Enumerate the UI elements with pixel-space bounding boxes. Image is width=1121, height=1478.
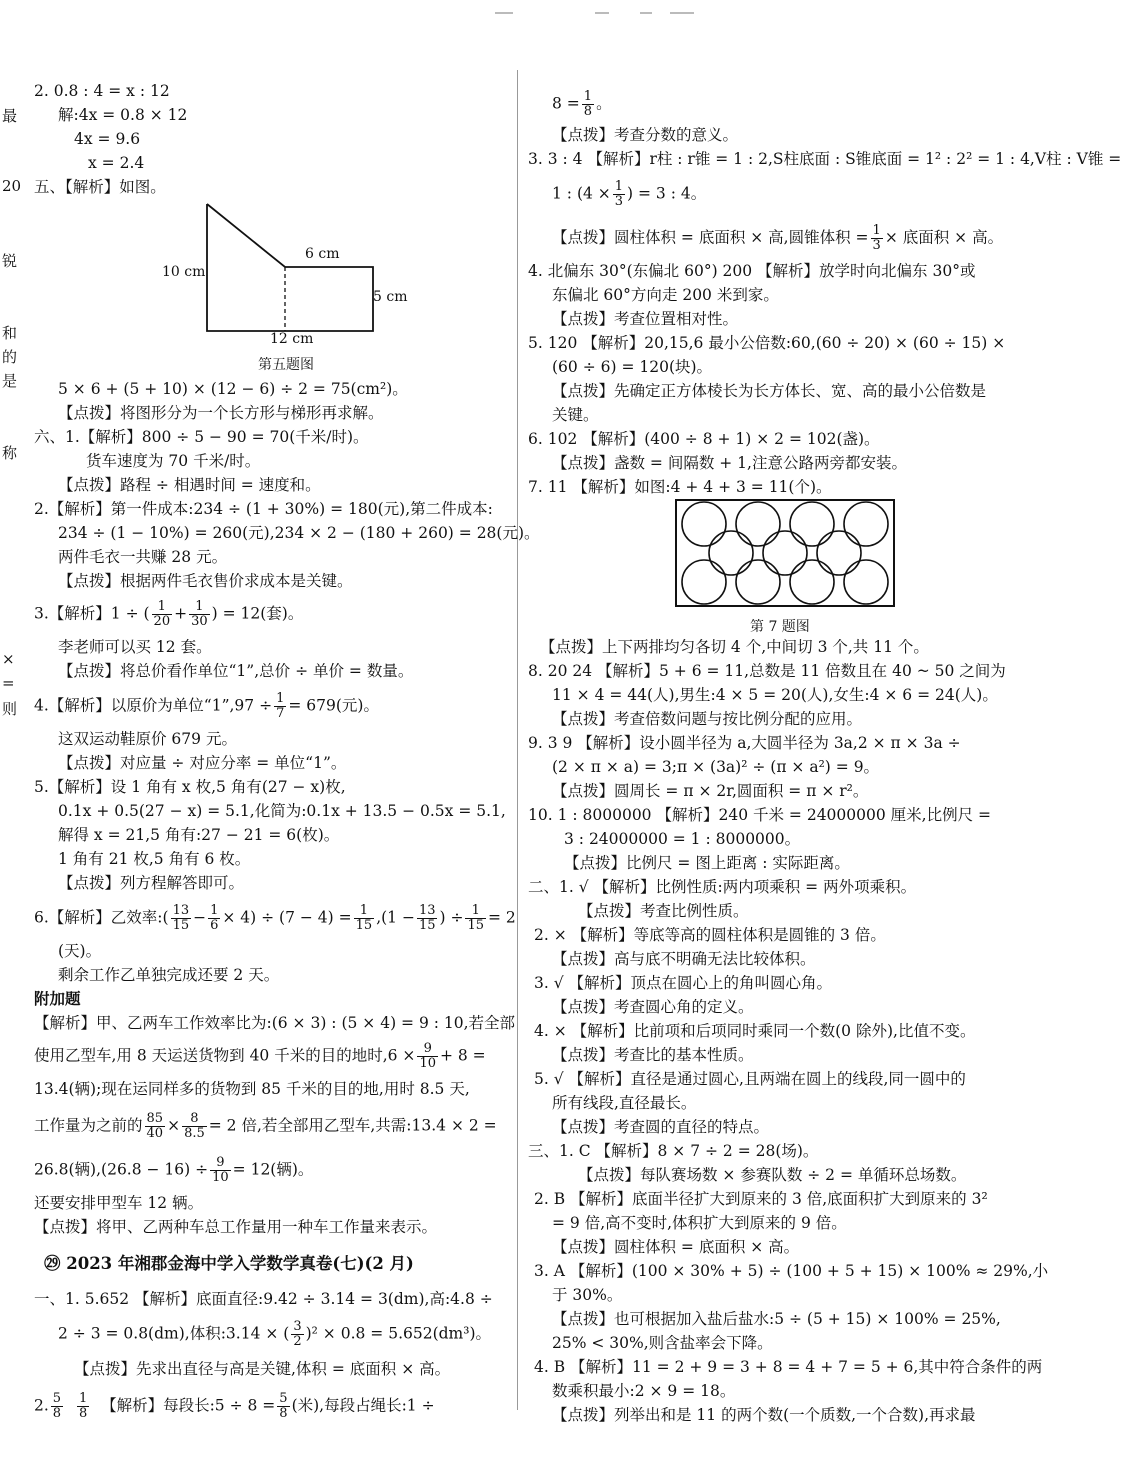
text: = 12(辆)。 bbox=[232, 1160, 314, 1179]
fraction: $\frac{5}{8}$ bbox=[52, 1391, 62, 1421]
text: ) ÷ bbox=[439, 908, 464, 927]
tip-line: 【点拨】每队赛场数 × 参赛队数 ÷ 2 = 单循环总场数。 bbox=[578, 1166, 967, 1184]
fraction: $\frac{1}{7}$ bbox=[276, 691, 285, 721]
answer-line bbox=[552, 90, 612, 119]
answer-line: 10. 1 : 8000000 【解析】240 千米 = 24000000 厘米,比例尺 = bbox=[528, 806, 991, 824]
answer-line: 一、1. 5.652 【解析】底面直径:9.42 ÷ 3.14 = 3(dm),高:4.8 ÷ bbox=[34, 1290, 493, 1308]
margin-char: 最 bbox=[2, 107, 18, 125]
answer-line: 4. 北偏东 30°(东偏北 60°) 200 【解析】放学时向北偏东 30°或 bbox=[528, 262, 976, 280]
answer-line: 这双运动鞋原价 679 元。 bbox=[58, 730, 237, 748]
text: 4.【解析】以原价为单位“1”,97 ÷ bbox=[34, 696, 273, 715]
fraction: $\frac{9}{10}$ bbox=[212, 1155, 229, 1185]
top-mark bbox=[495, 12, 513, 14]
fraction: $\frac{1}{3}$ bbox=[872, 223, 881, 253]
tip-line: 25% < 30%,则含盐率会下降。 bbox=[552, 1334, 773, 1352]
answer-line: = 9 倍,高不变时,体积扩大到原来的 9 倍。 bbox=[552, 1214, 847, 1232]
fraction: $\frac{1}{15}$ bbox=[355, 903, 373, 933]
answer-line bbox=[58, 1320, 491, 1349]
tip-line: 【点拨】对应量 ÷ 对应分率 = 单位“1”。 bbox=[58, 754, 347, 772]
text: ,(1 − bbox=[376, 908, 415, 927]
answer-line: 13.4(辆);现在运同样多的货物到 85 千米的目的地,用时 8.5 天, bbox=[34, 1080, 470, 1098]
section-heading: 五、【解析】如图。 bbox=[34, 178, 166, 196]
tip-line: 【点拨】路程 ÷ 相遇时间 = 速度和。 bbox=[58, 476, 321, 494]
margin-char: 和 bbox=[2, 324, 18, 342]
answer-line: 3. 3 : 4 【解析】r柱 : r锥 = 1 : 2,S柱底面 : S锥底面 = 1² : 2² = 1 : 4,V柱 : V锥 = bbox=[528, 150, 1121, 168]
tip-line: 【点拨】列举出和是 11 的两个数(一个质数,一个合数),再求最 bbox=[552, 1406, 976, 1424]
answer-line bbox=[34, 1042, 486, 1071]
text: 8 = bbox=[552, 94, 580, 113]
answer-line: 7. 11 【解析】如图:4 + 4 + 3 = 11(个)。 bbox=[528, 478, 832, 496]
answer-line: 货车速度为 70 千米/时。 bbox=[86, 452, 261, 470]
figure-5-label-right: 5 cm bbox=[373, 289, 408, 305]
text: 【解析】每段长:5 ÷ 8 = bbox=[101, 1396, 276, 1415]
fraction: $\frac{1}{20}$ bbox=[153, 599, 171, 629]
answer-line: 李老师可以买 12 套。 bbox=[58, 638, 212, 656]
top-mark bbox=[595, 12, 609, 14]
answer-line: 【解析】甲、乙两车工作效率比为:(6 × 3) : (5 × 4) = 9 : 10,若全部 bbox=[34, 1014, 516, 1032]
fraction: $\frac{9}{10}$ bbox=[419, 1041, 436, 1071]
figure-5-label-height: 10 cm bbox=[162, 264, 206, 280]
margin-char: 则 bbox=[2, 700, 18, 718]
margin-char: × bbox=[2, 650, 15, 668]
answer-line: 5. 120 【解析】20,15,6 最小公倍数:60,(60 ÷ 20) × (60 ÷ 15) × bbox=[528, 334, 1006, 352]
answer-line: 6. 102 【解析】(400 ÷ 8 + 1) × 2 = 102(盏)。 bbox=[528, 430, 880, 448]
fraction: $\frac{1}{15}$ bbox=[467, 903, 484, 933]
text: (米),每段占绳长:1 ÷ bbox=[291, 1396, 435, 1415]
answer-line: x = 2.4 bbox=[88, 154, 145, 172]
margin-char: 是 bbox=[2, 372, 18, 390]
answer-line bbox=[34, 692, 379, 721]
fraction: $\frac{1}{3}$ bbox=[614, 179, 624, 209]
tip-line: 【点拨】将甲、乙两种车总工作量用一种车工作量来表示。 bbox=[34, 1218, 438, 1236]
text: 工作量为之前的 bbox=[34, 1116, 143, 1135]
answer-line bbox=[552, 180, 706, 209]
answer-line: 东偏北 60°方向走 200 米到家。 bbox=[552, 286, 779, 304]
tip-line: 【点拨】先确定正方体棱长为长方体长、宽、高的最小公倍数是 bbox=[552, 382, 987, 400]
text: × 底面积 × 高。 bbox=[884, 228, 1004, 247]
text: − bbox=[193, 908, 207, 927]
answer-line: 解:4x = 0.8 × 12 bbox=[58, 106, 188, 124]
text: 2. bbox=[34, 1396, 49, 1415]
answer-line: 234 ÷ (1 − 10%) = 260(元),234 × 2 − (180 + 260) = 28(元)。 bbox=[58, 524, 540, 542]
tip-line: 【点拨】将总价看作单位“1”,总价 ÷ 单价 = 数量。 bbox=[58, 662, 414, 680]
tip-line: 【点拨】高与底不明确无法比较体积。 bbox=[552, 950, 816, 968]
margin-char: = bbox=[2, 674, 15, 692]
tip-line: 【点拨】比例尺 = 图上距离 : 实际距离。 bbox=[564, 854, 850, 872]
answer-line: 4x = 9.6 bbox=[74, 130, 141, 148]
answer-line bbox=[34, 1156, 313, 1185]
text: × 4) ÷ (7 − 4) = bbox=[222, 908, 352, 927]
tip-line: 【点拨】考查圆的直径的特点。 bbox=[552, 1118, 770, 1136]
answer-line bbox=[34, 1112, 497, 1141]
text: + bbox=[174, 604, 188, 623]
text: 2 ÷ 3 = 0.8(dm),体积:3.14 × ( bbox=[58, 1324, 290, 1343]
answer-line: 2. B 【解析】底面半径扩大到原来的 3 倍,底面积扩大到原来的 3² bbox=[534, 1190, 988, 1208]
tip-line: 【点拨】圆周长 = π × 2r,圆面积 = π × r²。 bbox=[552, 782, 869, 800]
fraction: $\frac{1}{6}$ bbox=[210, 903, 219, 933]
tip-line: 【点拨】考查倍数问题与按比例分配的应用。 bbox=[552, 710, 863, 728]
answer-line bbox=[34, 904, 516, 933]
answer-line: 8. 20 24 【解析】5 + 6 = 11,总数是 11 倍数且在 40 ~ 50 之间为 bbox=[528, 662, 1006, 680]
text: 6.【解析】乙效率:( bbox=[34, 908, 169, 927]
answer-line: 4. B 【解析】11 = 2 + 9 = 3 + 8 = 4 + 7 = 5 + 6,其中符合条件的两 bbox=[534, 1358, 1043, 1376]
fraction: $\frac{1}{30}$ bbox=[191, 599, 208, 629]
fraction: $\frac{5}{8}$ bbox=[279, 1391, 288, 1421]
fraction: $\frac{13}{15}$ bbox=[418, 903, 436, 933]
paper-title: ㉙ 2023 年湘郡金海中学入学数学真卷(七)(2 月) bbox=[44, 1254, 414, 1273]
text: 3.【解析】1 ÷ ( bbox=[34, 604, 150, 623]
margin-char: 称 bbox=[2, 444, 18, 462]
answer-line: 9. 3 9 【解析】设小圆半径为 a,大圆半径为 3a,2 × π × 3a ÷ bbox=[528, 734, 961, 752]
tip-line: 【点拨】盏数 = 间隔数 + 1,注意公路两旁都安装。 bbox=[552, 454, 907, 472]
tip-line: 关键。 bbox=[552, 406, 599, 424]
tip-line: 【点拨】根据两件毛衣售价求成本是关键。 bbox=[58, 572, 353, 590]
answer-line: 3. A 【解析】(100 × 30% + 5) ÷ (100 + 5 + 15) × 100% ≈ 29%,小 bbox=[534, 1262, 1049, 1280]
answer-line: 还要安排甲型车 12 辆。 bbox=[34, 1194, 204, 1212]
answer-line: 所有线段,直径最长。 bbox=[552, 1094, 697, 1112]
answer-line: 于 30%。 bbox=[552, 1286, 623, 1304]
top-mark bbox=[640, 12, 652, 14]
tip-line: 【点拨】上下两排均匀各切 4 个,中间切 3 个,共 11 个。 bbox=[540, 638, 929, 656]
answer-line: 三、1. C 【解析】8 × 7 ÷ 2 = 28(场)。 bbox=[528, 1142, 819, 1160]
answer-line: 5.【解析】设 1 角有 x 枚,5 角有(27 − x)枚, bbox=[34, 778, 346, 796]
margin-char: 的 bbox=[2, 348, 18, 366]
answer-line: 剩余工作乙单独完成还要 2 天。 bbox=[58, 966, 280, 984]
top-mark bbox=[670, 12, 694, 14]
text: 【点拨】圆柱体积 = 底面积 × 高,圆锥体积 = bbox=[552, 228, 869, 247]
text: = 2 倍,若全部用乙型车,共需:13.4 × 2 = bbox=[208, 1116, 497, 1135]
text: )² × 0.8 = 5.652(dm³)。 bbox=[305, 1324, 492, 1343]
margin-char: 20 bbox=[2, 177, 22, 195]
fraction: $\frac{13}{15}$ bbox=[172, 903, 190, 933]
answer-line: 2.【解析】第一件成本:234 ÷ (1 + 30%) = 180(元),第二件成本: bbox=[34, 500, 493, 518]
text: 26.8(辆),(26.8 − 16) ÷ bbox=[34, 1160, 209, 1179]
tip-line: 【点拨】圆柱体积 = 底面积 × 高。 bbox=[552, 1238, 800, 1256]
column-divider bbox=[517, 70, 518, 1410]
answer-line: 11 × 4 = 44(人),男生:4 × 5 = 20(人),女生:4 × 6 = 24(人)。 bbox=[552, 686, 998, 704]
answer-line bbox=[34, 1392, 435, 1421]
answer-line: 两件毛衣一共赚 28 元。 bbox=[58, 548, 228, 566]
figure-5-label-bottom: 12 cm bbox=[270, 331, 314, 347]
tip-line: 【点拨】将图形分为一个长方形与梯形再求解。 bbox=[58, 404, 384, 422]
answer-line: 5 × 6 + (5 + 10) × (12 − 6) ÷ 2 = 75(cm²)。 bbox=[58, 380, 408, 398]
figure-5-caption: 第五题图 bbox=[258, 357, 314, 373]
answer-line bbox=[34, 600, 303, 629]
answer-line: 六、1.【解析】800 ÷ 5 − 90 = 70(千米/时)。 bbox=[34, 428, 369, 446]
answer-line: 3. √ 【解析】顶点在圆心上的角叫圆心角。 bbox=[534, 974, 833, 992]
tip-line: 【点拨】也可根据加入盐后盐水:5 ÷ (5 + 15) × 100% = 25%, bbox=[552, 1310, 1001, 1328]
tip-line: 【点拨】考查位置相对性。 bbox=[552, 310, 739, 328]
answer-line: 1 角有 21 枚,5 角有 6 枚。 bbox=[58, 850, 251, 868]
answer-line: 3 : 24000000 = 1 : 8000000。 bbox=[564, 830, 801, 848]
tip-line: 【点拨】列方程解答即可。 bbox=[58, 874, 245, 892]
margin-char: 锐 bbox=[2, 252, 18, 270]
fraction: $\frac{1}{8}$ bbox=[583, 89, 593, 119]
tip-line: 【点拨】考查分数的意义。 bbox=[552, 126, 739, 144]
text: 使用乙型车,用 8 天运送货物到 40 千米的目的地时,6 × bbox=[34, 1046, 416, 1065]
text: = 679(元)。 bbox=[288, 696, 379, 715]
fraction: $\frac{85}{40}$ bbox=[146, 1111, 164, 1141]
figure-7-caption: 第 7 题图 bbox=[750, 619, 810, 635]
figure-7-diagram bbox=[674, 498, 896, 610]
tip-line: 【点拨】考查圆心角的定义。 bbox=[552, 998, 754, 1016]
text: + 8 = bbox=[439, 1046, 486, 1065]
fraction: $\frac{8}{8.5}$ bbox=[184, 1111, 205, 1141]
tip-line: 【点拨】先求出直径与高是关键,体积 = 底面积 × 高。 bbox=[74, 1360, 451, 1378]
answer-line: 0.1x + 0.5(27 − x) = 5.1,化简为:0.1x + 13.5 − 0.5x = 5.1, bbox=[58, 802, 506, 820]
answer-line: (天)。 bbox=[58, 942, 102, 960]
text: = 2 bbox=[488, 908, 516, 927]
answer-line: 4. × 【解析】比前项和后项同时乘同一个数(0 除外),比值不变。 bbox=[534, 1022, 976, 1040]
text: × bbox=[167, 1116, 181, 1135]
answer-line: (60 ÷ 6) = 120(块)。 bbox=[552, 358, 713, 376]
text: ) = 3 : 4。 bbox=[627, 184, 707, 203]
text: ) = 12(套)。 bbox=[211, 604, 304, 623]
tip-line bbox=[552, 224, 1003, 253]
answer-line: 5. √ 【解析】直径是通过圆心,且两端在圆上的线段,同一圆中的 bbox=[534, 1070, 966, 1088]
answer-line: 二、1. √ 【解析】比例性质:两内项乘积 = 两外项乘积。 bbox=[528, 878, 917, 896]
tip-line: 【点拨】考查比例性质。 bbox=[578, 902, 749, 920]
answer-line: 数乘积最小:2 × 9 = 18。 bbox=[552, 1382, 736, 1400]
tip-line: 【点拨】考查比的基本性质。 bbox=[552, 1046, 754, 1064]
answer-line: 解得 x = 21,5 角有:27 − 21 = 6(枚)。 bbox=[58, 826, 340, 844]
answer-line: 2. 0.8 : 4 = x : 12 bbox=[34, 82, 170, 100]
fraction: $\frac{3}{2}$ bbox=[293, 1319, 302, 1349]
answer-line: 2. × 【解析】等底等高的圆柱体积是圆锥的 3 倍。 bbox=[534, 926, 886, 944]
answer-line: (2 × π × a) = 3;π × (3a)² ÷ (π × a²) = 9。 bbox=[552, 758, 880, 776]
figure-5-label-top: 6 cm bbox=[305, 246, 340, 262]
text: 1 : (4 × bbox=[552, 184, 611, 203]
fraction: $\frac{1}{8}$ bbox=[78, 1391, 88, 1421]
text: 。 bbox=[596, 94, 612, 113]
extra-title: 附加题 bbox=[34, 989, 81, 1008]
